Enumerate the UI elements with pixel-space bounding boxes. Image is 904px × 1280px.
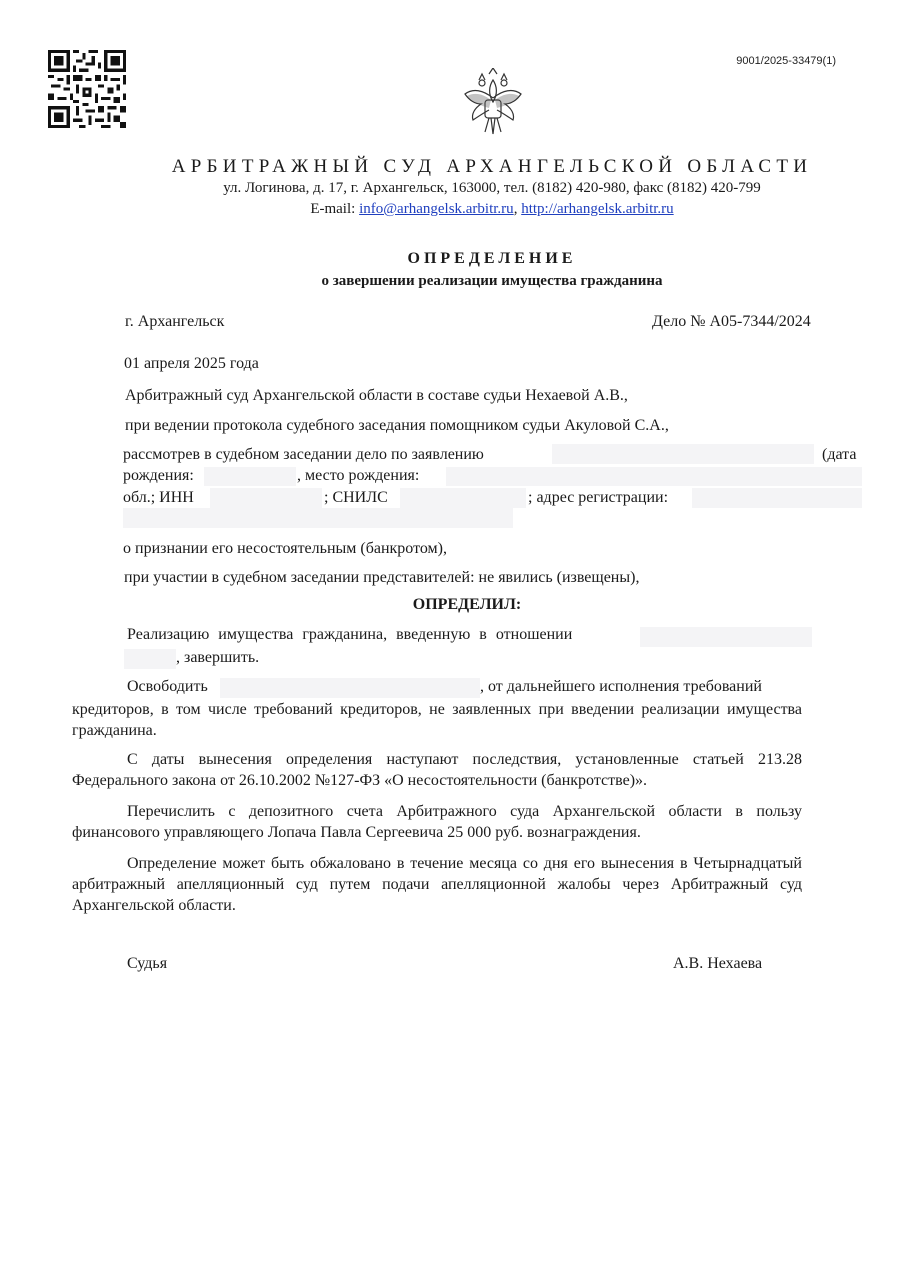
participants-line: при участии в судебном заседании представителей: не явились (извещены),: [124, 569, 640, 586]
ruling-p1-end: , завершить.: [176, 649, 260, 666]
ruling-p2-end: кредиторов, в том числе требований кредиторов, не заявленных при введении реализации имущества гражданина.: [72, 701, 802, 739]
inn-label: обл.; ИНН: [123, 489, 194, 506]
ruling-p1-start: Реализацию имущества гражданина, введенную в отношении: [127, 626, 573, 643]
document-subtitle: о завершении реализации имущества гражданина: [321, 273, 663, 289]
redacted-debtor-name: [640, 627, 812, 647]
signature-label: Судья: [127, 955, 168, 972]
snils-label: ; СНИЛС: [324, 489, 388, 506]
court-name: АРБИТРАЖНЫЙ СУД АРХАНГЕЛЬСКОЙ ОБЛАСТИ: [171, 156, 813, 177]
redacted-debtor-name-2: [220, 678, 480, 698]
redacted-name: [552, 444, 814, 464]
redacted-snils: [400, 488, 526, 508]
intro-application-line: рассмотрев в судебном заседании дело по заявлению: [123, 446, 484, 463]
intro-birthdate-label: (дата: [822, 446, 857, 463]
city: г. Архангельск: [125, 313, 225, 330]
address-label: ; адрес регистрации:: [528, 489, 669, 506]
redacted-address: [692, 488, 862, 508]
redacted-address-cont: [123, 508, 513, 528]
decision-date: 01 апреля 2025 года: [124, 355, 259, 372]
redacted-birthdate: [204, 467, 296, 486]
redacted-birthplace: [446, 467, 862, 486]
redacted-debtor-name-cont: [124, 649, 176, 669]
email-label: E-mail:: [310, 201, 356, 217]
qr-code-icon: [48, 50, 126, 128]
ruling-p5: Определение может быть обжаловано в течение месяца со дня его вынесения в Четырнадцатый арбитражный апелляционный суд путем подачи апелляционной жалобы через Арбитражный суд Архангельской области.: [72, 855, 802, 914]
ruling-p2-start: Освободить: [127, 678, 208, 695]
website-link[interactable]: http://arhangelsk.arbitr.ru: [521, 201, 674, 217]
ruling-p4: Перечислить с депозитного счета Арбитражного суда Архангельской области в пользу финансового управляющего Лопача Павла Сергеевича 25 000 руб. вознаграждения.: [72, 803, 802, 841]
court-address: ул. Логинова, д. 17, г. Архангельск, 163000, тел. (8182) 420-980, факс (8182) 420-799: [223, 180, 761, 196]
ruling-p2-mid: , от дальнейшего исполнения требований: [480, 678, 762, 695]
birthdate-label: рождения:: [123, 467, 194, 484]
document-number: 9001/2025-33479(1): [736, 55, 836, 67]
ruling-heading: ОПРЕДЕЛИЛ:: [412, 596, 522, 613]
intro-judge-line: Арбитражный суд Архангельской области в составе судьи Нехаевой А.В.,: [125, 387, 628, 404]
court-contacts: [0, 201, 904, 218]
contacts-separator: ,: [513, 201, 518, 217]
intro-protocol-line: при ведении протокола судебного заседания помощником судьи Акуловой С.А.,: [125, 417, 669, 434]
ruling-p3: С даты вынесения определения наступают последствия, установленные статьей 213.28 Федерального закона от 26.10.2002 №127-ФЗ «О несостоятельности (банкротстве)».: [72, 751, 802, 789]
redacted-inn: [210, 488, 322, 508]
coat-of-arms-icon: [461, 68, 525, 138]
email-link[interactable]: info@arhangelsk.arbitr.ru: [359, 201, 514, 217]
bankruptcy-subject-line: о признании его несостоятельным (банкротом),: [123, 540, 447, 557]
case-number: Дело № А05-7344/2024: [652, 313, 811, 330]
birthplace-label: , место рождения:: [297, 467, 420, 484]
document-title: ОПРЕДЕЛЕНИЕ: [407, 250, 577, 267]
judge-name: А.В. Нехаева: [673, 955, 763, 972]
